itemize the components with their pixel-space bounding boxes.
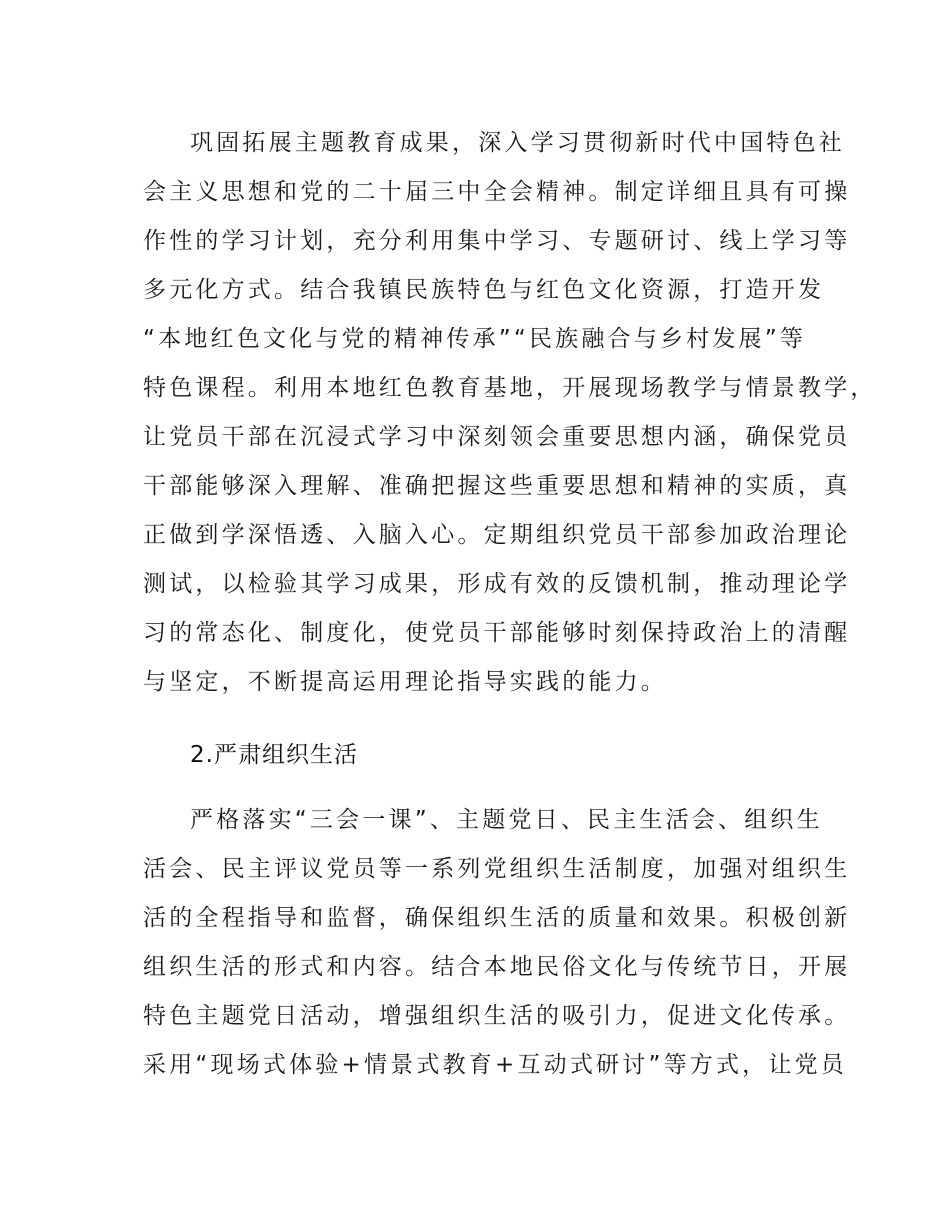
paragraph-line: 活的全程指导和监督，确保组织生活的质量和效果。积极创新 — [143, 905, 851, 931]
paragraph-line: 正做到学深悟透、入脑入心。定期组织党员干部参加政治理论 — [143, 522, 851, 548]
paragraph-line: 活会、民主评议党员等一系列党组织生活制度，加强对组织生 — [143, 856, 851, 882]
paragraph-line: 干部能够深入理解、准确把握这些重要思想和精神的实质，真 — [143, 473, 851, 499]
paragraph-line: 多元化方式。结合我镇民族特色与红色文化资源，打造开发 — [143, 277, 825, 303]
paragraph-line: 测试，以检验其学习成果，形成有效的反馈机制，推动理论学 — [143, 571, 851, 597]
paragraph-line: 会主义思想和党的二十届三中全会精神。制定详细且具有可操 — [143, 179, 851, 205]
paragraph-line: 特色课程。利用本地红色教育基地，开展现场教学与情景教学， — [143, 375, 877, 401]
paragraph-line: “本地红色文化与党的精神传承”“民族融合与乡村发展”等 — [143, 326, 807, 352]
paragraph-line: 巩固拓展主题教育成果，深入学习贯彻新时代中国特色社 — [190, 130, 845, 156]
paragraph-line: 习的常态化、制度化，使党员干部能够时刻保持政治上的清醒 — [143, 620, 851, 646]
paragraph-line: 让党员干部在沉浸式学习中深刻领会重要思想内涵，确保党员 — [143, 424, 851, 450]
paragraph-line: 严格落实“三会一课”、主题党日、民主生活会、组织生 — [190, 807, 823, 833]
paragraph-line: 作性的学习计划，充分利用集中学习、专题研讨、线上学习等 — [143, 228, 851, 254]
paragraph-line: 采用“现场式体验+情景式教育+互动式研讨”等方式，让党员 — [143, 1052, 847, 1078]
section-heading: 2.严肃组织生活 — [190, 742, 358, 768]
paragraph-line: 特色主题党日活动，增强组织生活的吸引力，促进文化传承。 — [143, 1003, 851, 1029]
paragraph-line: 组织生活的形式和内容。结合本地民俗文化与传统节日，开展 — [143, 954, 851, 980]
paragraph-line: 与坚定，不断提高运用理论指导实践的能力。 — [143, 669, 667, 695]
